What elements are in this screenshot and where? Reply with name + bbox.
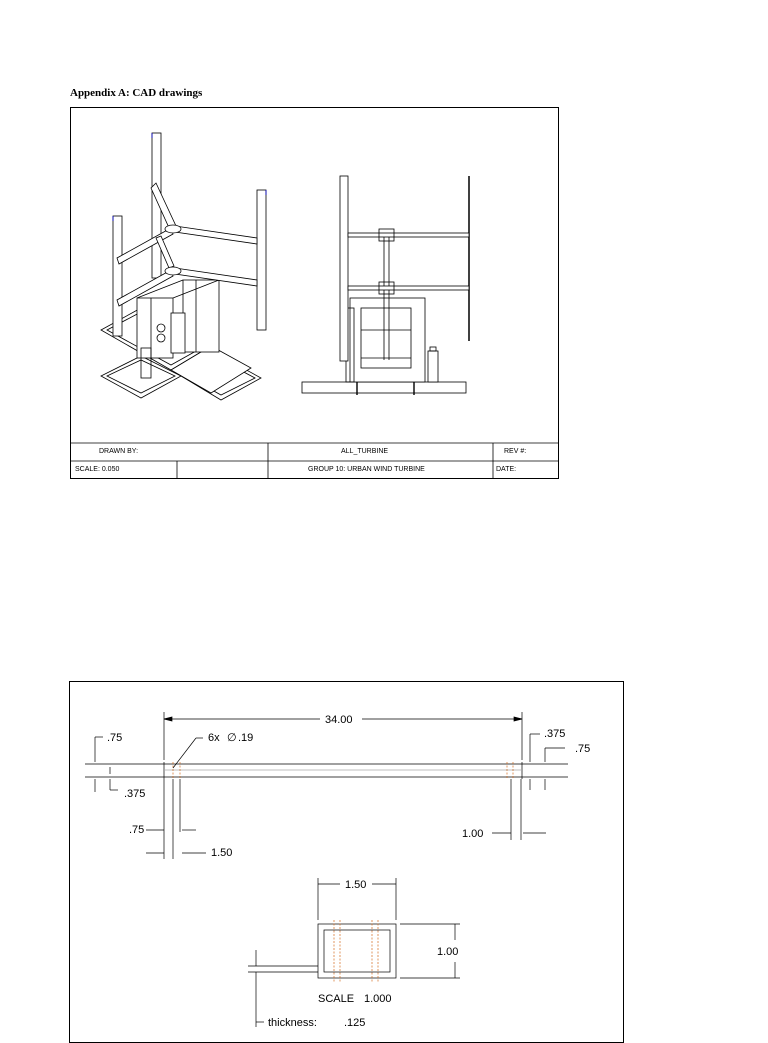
left-hole-spacing: .75 (129, 824, 145, 836)
bottom-spacing-dims (146, 779, 546, 859)
part-drawing-sheet (69, 681, 624, 1043)
drawn-by-label: DRAWN BY: (99, 448, 139, 455)
diameter-symbol-icon: ∅ (227, 732, 237, 744)
left-offset-dims (95, 737, 118, 792)
bar-top-view (85, 762, 568, 779)
project-name: GROUP 10: URBAN WIND TURBINE (308, 466, 425, 473)
assembly-drawing (71, 108, 558, 478)
scale-text: SCALE (318, 993, 355, 1005)
overall-length-value: 34.00 (325, 714, 353, 726)
section-width: 1.50 (345, 879, 367, 891)
side-view-arms (348, 229, 469, 294)
hole-diameter: .19 (238, 732, 254, 744)
drawing-name: ALL_TURBINE (341, 448, 389, 455)
thickness-label: thickness: (268, 1017, 317, 1029)
left-bottom-offset: .375 (124, 788, 146, 800)
part-drawing (70, 682, 623, 1042)
appendix-heading: Appendix A: CAD drawings (70, 87, 203, 99)
side-view-ground-plate (302, 382, 466, 393)
left-width: 1.50 (211, 847, 233, 859)
thickness-value: .125 (344, 1017, 366, 1029)
section-height: 1.00 (437, 946, 459, 958)
side-view-stand (346, 298, 438, 382)
assembly-drawing-sheet (70, 107, 559, 479)
scale-label: SCALE: 0.050 (75, 466, 120, 473)
hole-count: 6x (208, 732, 220, 744)
date-label: DATE: (496, 466, 517, 473)
right-side-offset: .75 (575, 743, 591, 755)
scale-value: 1.000 (364, 993, 392, 1005)
right-hole-spacing: 1.00 (462, 828, 484, 840)
right-offset-dims (530, 734, 565, 790)
right-top-offset: .375 (544, 728, 566, 740)
revision-label: REV #: (504, 448, 527, 455)
left-top-offset: .75 (107, 732, 123, 744)
hole-note-leader (173, 738, 203, 768)
